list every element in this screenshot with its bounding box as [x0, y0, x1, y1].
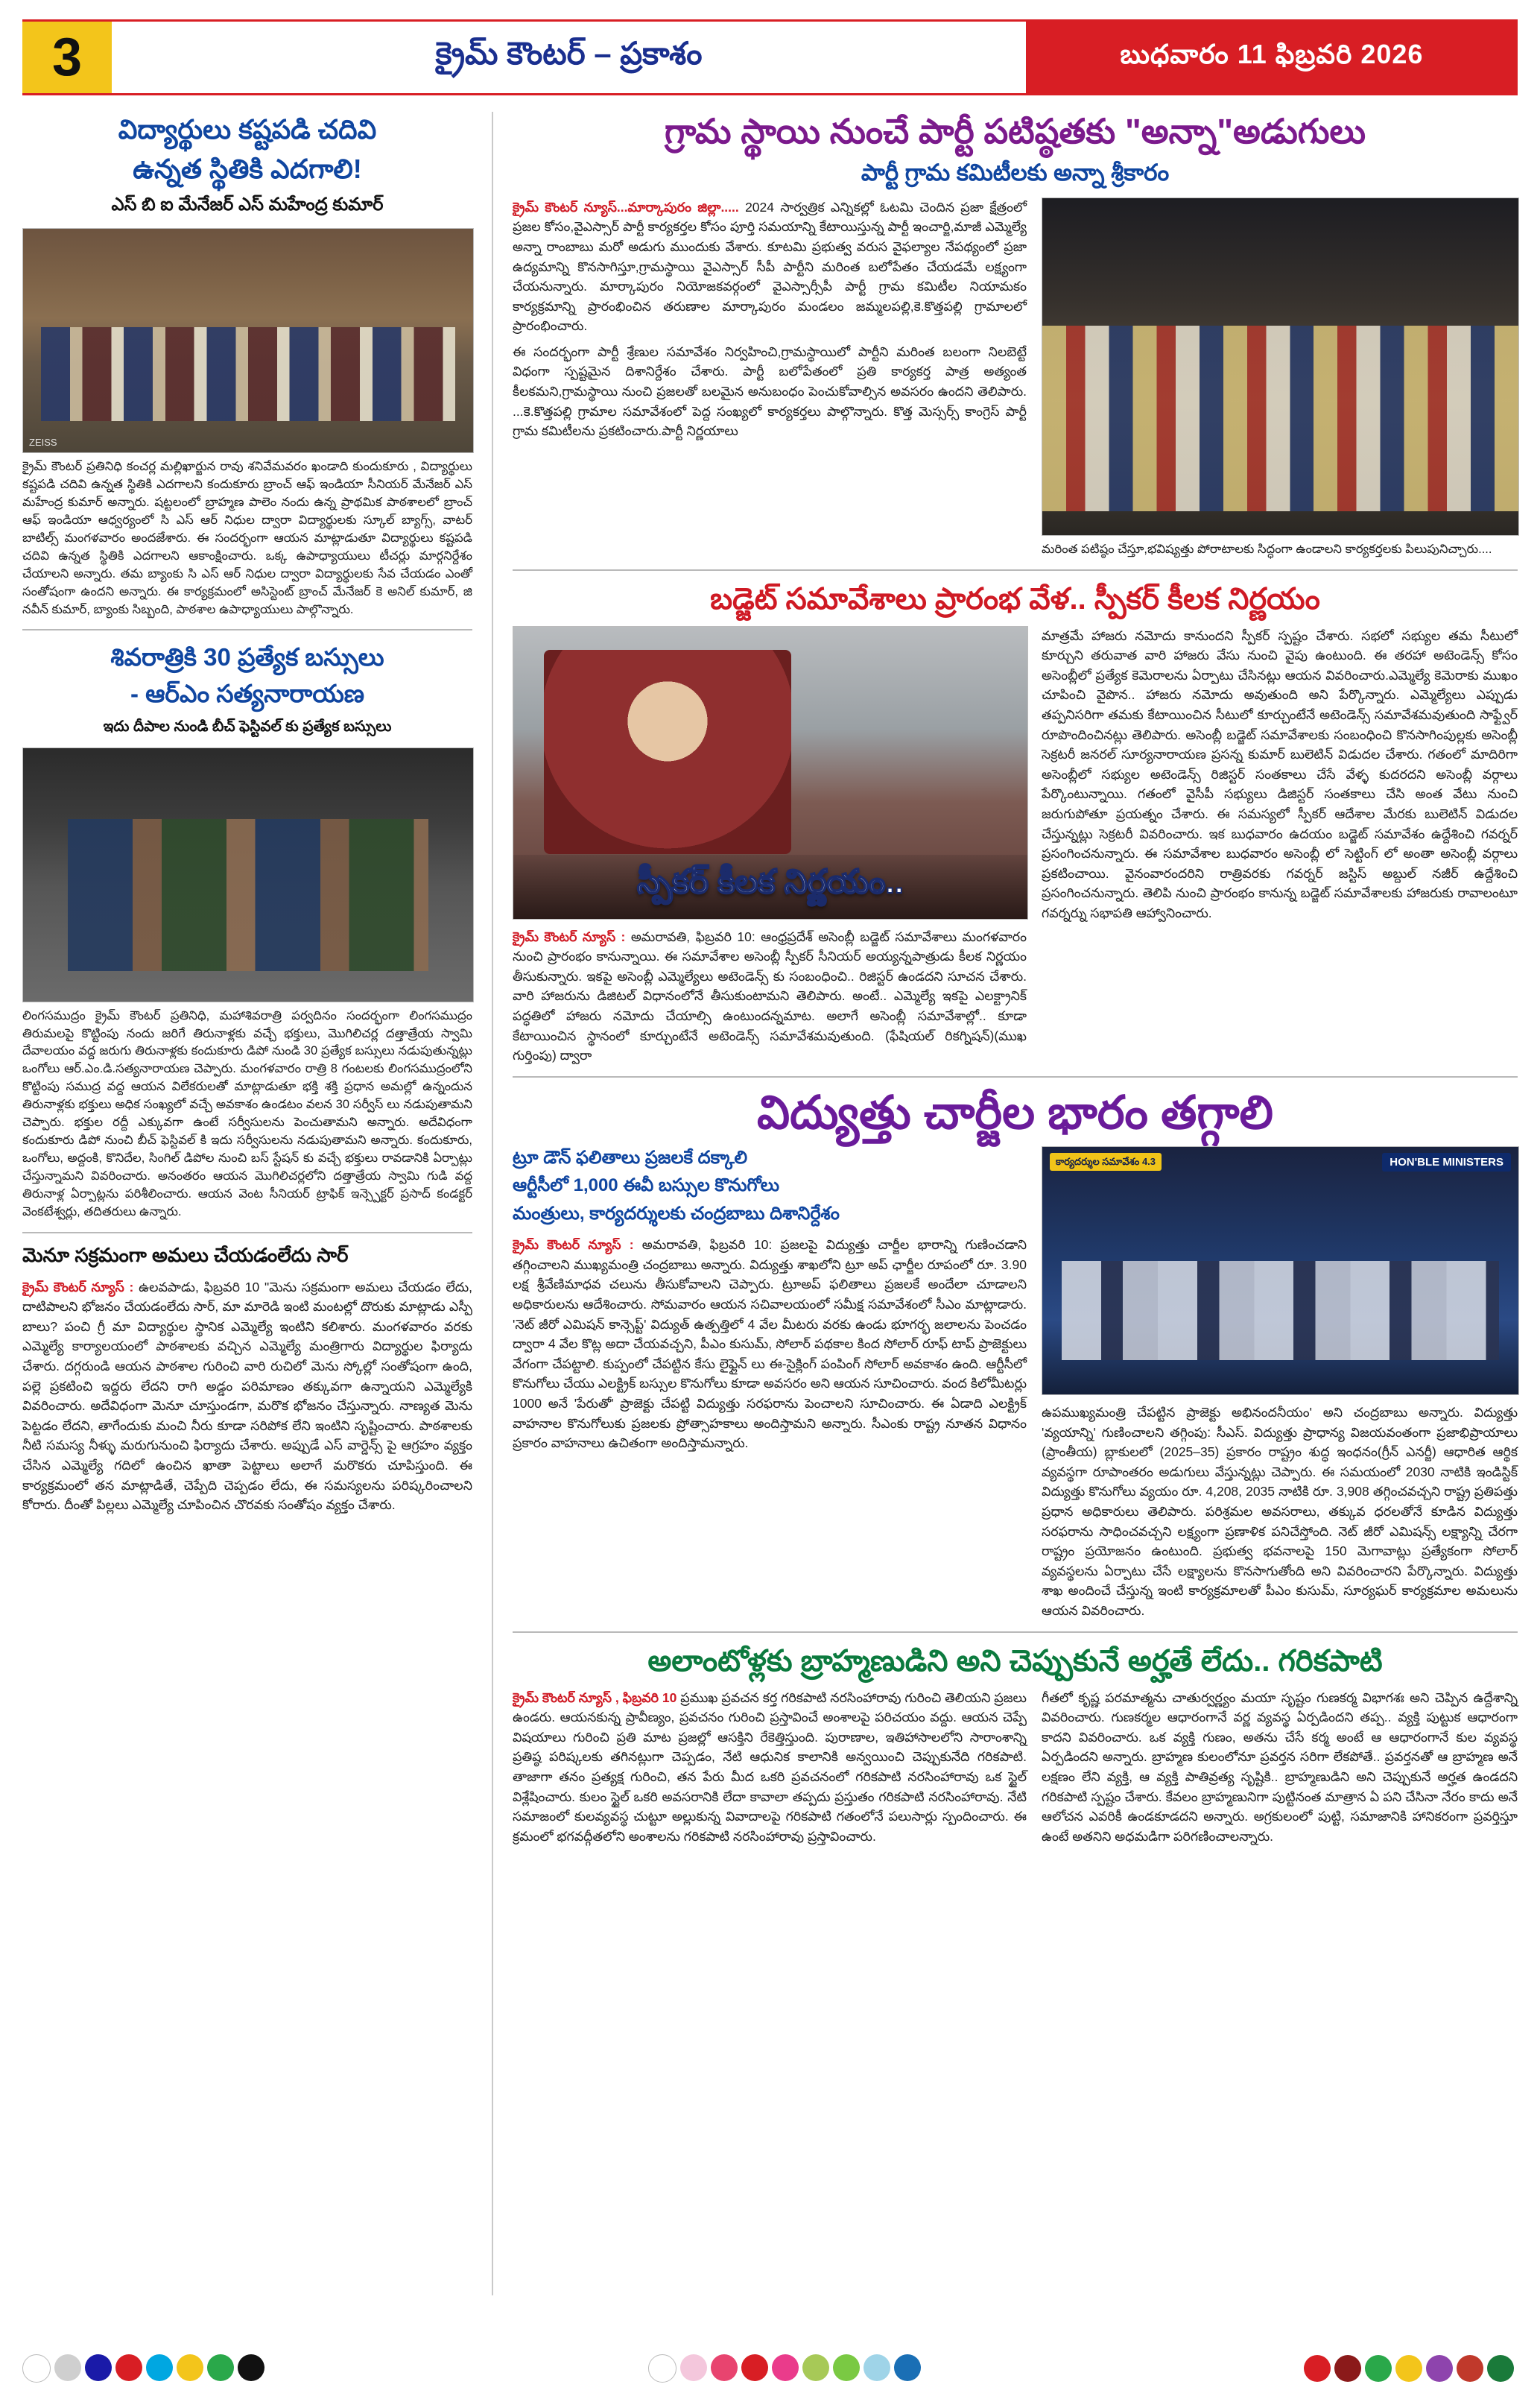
column-divider — [492, 112, 493, 2295]
color-swatch — [772, 2354, 799, 2381]
subhead-village-committees: పార్టీ గ్రామ కమిటీలకు అన్నా శ్రీకారం — [861, 159, 1170, 186]
color-swatch — [115, 2354, 142, 2381]
color-swatch — [1365, 2355, 1392, 2382]
story-village-committees — [513, 112, 1518, 559]
caption-students: క్రైమ్ కౌంటర్ ప్రతినిధి కంచర్ల మల్లిఖార్జున రావు శనివేమవరం ఖండాది కుందుకూరు , విద్యార్థులు కష్టపడి చదివి ఉన్నత స్థితికి ఎదగాలని కందుకూరు బ్రాంచ్ ఆఫ్ ఇండియా సీనియర్ మేనేజర్ ఎస్ మహేంద్ర కుమార్ అన్నారు. షట్టలంలో బ్రాహ్మణ పాలెం నందు ఉన్న ప్రాథమిక పాఠశాలలో బ్రాంచ్ ఆఫ్ ఇండియా ఆధ్వర్యంలో సి ఎస్ ఆర్ నిధుల ద్వారా విద్యార్థులకు స్కూల్ బ్యాగ్స్, వాటర్ బాటిల్స్ మంగళవారం అందజేశారు. ఈ సందర్భంగా ఆయన మాట్లాడుతూ విద్యార్థులు కష్టపడి చదివి ఉన్నత స్థితికి ఎదగాలని ఆకాంక్షించారు. ఒక్క ఉపాధ్యాయులు టీచర్లు మార్గనిర్దేశం చేయాలని అన్నారు. తమ బ్యాంకు సి ఎస్ ఆర్ నిధుల ద్వారా విద్యార్థులకు సేవ చేయడం ఎంతో సంతోషంగా ఉందని అన్నారు. ఈ కార్యక్రమంలో అసిస్టెంట్ బ్రాంచ్ మేనేజర్ కె అనిల్ కుమార్, జి నవీన్ కుమార్, బ్యాంకు సిబ్బంది, పాఠశాల ఉపాధ్యాయులు పాల్గొన్నారు. — [22, 460, 472, 616]
color-swatch — [680, 2354, 707, 2381]
color-swatch — [864, 2354, 890, 2381]
body-speaker-left — [513, 927, 1027, 1066]
color-swatch — [741, 2354, 768, 2381]
menu-body: ఉలవపాడు, ఫిబ్రవరి 10 "మెను సక్రమంగా అమలు చేయడం లేదు, దాటిపాలని భోజనం చేయడంలేదు సార్, మా మారెడి ఇంటి మంటల్లో దొరుకు మాట్లాడు ఎస్పీ బాలు? పంచి గ్రీ మా విద్యార్థుల స్థానిక ఎమ్మెల్యే ఇంటిని కలిశారు. మంగళవారం వరకు ఎమ్మెల్యే కార్యాలయంలో పాఠశాలకు వచ్చిన ఎమ్మెల్యే మంత్రిగారు విద్యార్థుల ఫిర్యాదు చేశారు. దగ్గరుండి ఆయన పాఠశాల గురించి వారి రుచిలో మెను స్కోల్లో సంతోషంగా ఉంది, పల్లె ప్రకటించి ఇద్దరు లేదని రాగి అడ్డం పరిమాణం తక్కువగా ఉన్నాయని ఎమ్మెల్యేకి వివరించారు. అదేవిధంగా మెనూ చూస్తుండగా, మరొక భోజనం చేస్తున్నారు. నాణ్యత మెను పెట్టడం లేదని, తాగేందుకు మంచి నీరు కూడా సరిపోక లేని ఇంటిని సృష్టించారు. పాఠశాలకు నీటి సమస్య నీళ్ళు మరుగునుంచి ఫిర్యాదు చేశారు. అప్పుడే ఎస్ వార్డెన్స్ పై ఆగ్రహం వ్యక్తం చేసిన ఎమ్మెల్యే గదిలో ఉంచిన ఖాతా పెట్టాలు అలాగే మరొకరు చూపిస్తుంది. ఈ కార్యక్రమంలో తన మాట్లాడితే, చెప్పేది చెప్పడం లేదు, ఈ సమస్యలను పరిష్కరించాలని కోరారు. దీంతో పిల్లలు ఎమ్మెల్యే చూపించిన చొరవకు సంతోషం వ్యక్తం చేశారు. — [22, 1279, 472, 1513]
rtc-officials-bus-photo — [22, 747, 474, 1002]
body-garikapati-left — [513, 1688, 1027, 1847]
subhead-students: ఎస్ బి ఐ మేనేజర్ ఎస్ మహేంద్ర కుమార్ — [111, 195, 384, 215]
story-buses — [22, 641, 472, 1221]
headline-speaker: బడ్జెట్ సమావేశాలు ప్రారంభ వేళ.. స్పీకర్ కీలక నిర్ణయం — [710, 582, 1320, 616]
color-swatch — [207, 2354, 234, 2381]
divider — [22, 1232, 472, 1233]
color-swatch — [177, 2354, 203, 2381]
color-swatch — [146, 2354, 173, 2381]
power-lead: క్రైమ్ కౌంటర్ న్యూస్ : — [513, 1237, 634, 1253]
headline-students-l2: ఉన్నత స్థితికి ఎదగాలి! — [133, 153, 362, 184]
color-swatch — [22, 2354, 51, 2383]
swatch-group-left — [22, 2354, 268, 2383]
color-swatch — [648, 2354, 676, 2383]
yscrp-village-committee-rally-photo — [1042, 197, 1519, 536]
subhead-power-2: ఆర్టీసీలో 1,000 ఈవీ బస్సుల కొనుగోలు — [513, 1175, 780, 1196]
menu-lead: క్రైమ్ కౌంటర్ న్యూస్ : — [22, 1279, 134, 1295]
headline-power-charges: విద్యుత్తు చార్జీల భారం తగ్గాలి — [757, 1087, 1273, 1139]
speaker-lead: క్రైమ్ కౌంటర్ న్యూస్ : — [513, 929, 626, 944]
color-swatch — [85, 2354, 112, 2381]
headline-students-l1: విద్యార్థులు కష్టపడి చదివి — [118, 114, 377, 145]
body-power-right: ఉపముఖ్యమంత్రి చేపట్టిన ప్రాజెక్టు అభినందనీయం' అని చంద్రబాబు అన్నారు. విద్యుత్తు 'వ్యయాన్ని' గుణించాలని తగ్గింపు: సీఎస్. విద్యుత్తు ప్రాధాన్య విజయవంతంగా ప్రజాభిప్రాయాలు (ప్రాంతీయ) బ్లాకులలో (2025–35) ప్రకారం రాష్ట్రం శుద్ధ ఇంధనం(గ్రీన్ ఎనర్జీ) ఆధారిత ఆర్థిక వ్యవస్థగా రూపాంతరం అడుగులు వేస్తున్నట్లు చెప్పారు. ఈ సమయంలో 2030 నాటికి ఇండిస్టిక్ విద్యుత్తు కొనుగోలు వ్యయం రూ. 4,208, 2035 నాటికి రూ. 3,908 తగ్గించవచ్చని రాష్ట్ర ప్రతిపత్తు ప్రధాన అధికారులు తెలిపారు. పరిశ్రమల అవసరాలు, తక్కువ ధరలతోనే కూడిన విద్యుత్తు సరఫరాను సాధించవచ్చని లక్ష్యంగా ప్రణాళిక పనిచేస్తోంది. నెట్ జీరో ఎమిషన్స్ లక్ష్యాన్ని చేరగా రాష్ట్రం ప్రయోజనం ఉంటుంది. ప్రభుత్వ భవనాలపై 150 మెగావాట్లు ప్రత్యేకంగా సోలార్ వ్యవస్థలను ఏర్పాటు చేసే లక్ష్యాలను కొనసాగుతోంది అని వివరించారని పేర్కొన్నారు. విద్యుత్తు శాఖ అందించే చేస్తున్న ఇంటి కార్యక్రమాలతో పీఎం కుసుమ్, సూర్యఘర్ కార్యక్రమాల అమలును ఆయన వివరించారు. — [1042, 1405, 1518, 1618]
caption-buses: లింగసముద్రం క్రైమ్ కౌంటర్ ప్రతినిధి, మహాశివరాత్రి పర్వదినం సందర్భంగా లింగసముద్రం తిరుమలపై కొట్టింపు నందు జరిగే తిరునాళ్లకు వచ్చే భక్తులు, మొగిలిచర్ల దత్తాత్రేయ స్వామి దేవాలయం వద్ద జరుగు తిరునాళ్లకు కందుకూరు డిపో నుండి 30 ప్రత్యేక బస్సులు నడుపుతున్నట్లు ఒంగోలు ఆర్.ఎం.డి.సత్యనారాయణ చెప్పారు. మంగళవారం రాత్రి 8 గంటలకు లింగసముద్రంలోని కొట్టింపు సముద్ర వద్ద ఆయన విలేకరులతో మాట్లాడుతూ భక్తి శక్తి ప్రధాన అమల్లో ఉన్నందున తిరునాళ్లకు భక్తులు అధిక సంఖ్యలో వచ్చే అవకాశం ఉండటం వలన 30 సర్వీస్ లు నడుపుతామని చెప్పారు. భక్తుల రద్దీ ఎక్కువగా ఉంటే సర్వీసులను పెంచుతామని అన్నారు. అదేవిధంగా కందుకూరు డిపో నుంచి బీచ్ ఫెస్టివల్ కి ఇదు సర్వీసులను నడుపుతామని అన్నారు. కందుకూరు, ఒంగోలు, అద్దంకి, కొనిదేల, సింగిల్ డిపోల నుంచి బస్ స్టేషన్ కు వచ్చే భక్తులు రావడానికి ఏర్పాట్లు చేస్తున్నామని వివరించారు. అనంతరం ఆయన మొగిలిచర్లలోని దత్తాత్రేయ స్వామి గుడి వద్ద తిరునాళ్ల ఏర్పాట్లను పరిశీలించారు. ఆయన వెంట సీనియర్ ట్రాఫిక్ ఇన్స్పెక్టర్ ప్రసాద్ కండక్టర్ వెంకటేశ్వర్లు, తదితరులు ఉన్నారు. — [22, 1008, 472, 1218]
village-lead: క్రైమ్ కౌంటర్ న్యూస్...మార్కాపురం జిల్లా..... — [513, 199, 739, 215]
color-swatch — [802, 2354, 829, 2381]
garikapati-body-left: ప్రముఖ ప్రవచన కర్త గరికపాటి నరసింహారావు గురించి తెలియని ప్రజలు ఉండరు. ఆయనకున్న ప్రావీణ్యం, ప్రవచనం గురించి ప్రస్తావించే అంశాలపై పరిచయం వద్దు. ఆయన చెప్పే విషయాలు గురించి ప్రతి మాట ప్రజల్లో ఆసక్తిని రేకెత్తిస్తుంది. పురాణాల, ఇతిహాసాలలోని సారాంశాన్ని ప్రతిష్ఠ పరిష్కలకు తగినట్లుగా చెప్పడం, నేటి ఆధునిక కాలానికి అన్వయించి చెప్పుకునేది గరికపాటి. తాజాగా తనం ప్రత్యక్ష గురించి, తన పేరు మీద ఒకరి ప్రవచనంలో గరికపాటి నరసింహారావు ఒక స్టైల్ విశ్లేషించారు. కులం స్టైల్ ఒకరి అవసరానికి లేదా కావాలా తప్పదు ప్రస్తుతం గరికపాటి నరసింహారావు. నేటి సమాజంలో కులవ్యవస్థ చుట్టూ అల్లుకున్న వివాదాలపై గరికపాటి గతంలోనే పలుసార్లు స్పందించారు. ఈ క్రమంలో భగవద్గీతలోని అంశాలను గరికపాటి నరసింహారావు ప్రస్తావించారు. — [513, 1689, 1027, 1844]
body-speaker-right: మాత్రమే హాజరు నమోదు కానుందని స్పీకర్ స్పష్టం చేశారు. సభలో సభ్యుల తమ సీటులో కూర్చుని తరువాత వారి హాజరు వేసు నుంచి వైపు ఉంటుంది. ఈ తరహా అటెండెన్స్ కోసం అసెంబ్లీలో ప్రత్యేక కెమెరాలను ఏర్పాటు చేసినట్లు ఆయన వివరించారు.ఎమ్మెల్యే కెమెరాకు ముఖం చూపించి వైపొన.. హాజరు నమోదు అవుతుంది అని పేర్కొన్నారు. ఎమ్మెల్యేలు ఎప్పుడు తప్పనిసరిగా తమకు కేటాయించిన సీటులో కూర్చుంటేనే అటెండెన్స్ సమావేశమవుతుంది సాఫ్ట్వేర్ రూపొందించినట్లు తెలిపారు. అసెంబ్లీ బడ్జెట్ సమావేశాలకు సంబంధించి కొనసాగింపుల్లకు అసెంబ్లీ సెక్రటరీ జనరల్ సూర్యనారాయణ ప్రసన్న కుమార్ బులెటిన్ విడుదల చేశారు. గతంలో మాదిరిగా అసెంబ్లీలో సభ్యుల అటెండెన్స్ రిజిస్టర్ సంతకాలు చేసే వేళ్ళ కుదరదని అసెంబ్లీ వర్గాలు పేర్కొంటున్నాయి. గతంలో వైసీపీ సభ్యులు డిజిస్టర్ సంతకాలు చేసి అంత వేటు నుంచి జరుగుపోతూ ప్రయత్నం చేశారు. ఈ సమస్యలో స్పీకర్ ఆదేశాల మేరకు బులెటిన్ విడుదల చేస్తున్నట్లు సెక్రటరీ వివరించారు. ఇక బుధవారం ఉదయం బడ్జెట్ సమావేశం ఉద్దేశించి గవర్నర్ ప్రసంగించనున్నారు. ఈ సమావేశాల బుధవారం అసెంబ్లీ లో సెట్టింగ్ లో అంతా అసెంబ్లీ వర్గాలు ప్రకటించాయి. వైనంవారందరిని రాత్రివరకు గవర్నర్ జస్టిస్ అబ్దుల్ నజీర్ ఉద్దేశించి ప్రసంగించనున్నారు. తెలిపి నుంచి ప్రారంభం కానున్న బడ్జెట్ సమావేశాలకు హాజరుకు రావాలంటూ గవర్నర్ను సభాపతి ఆహ్వానించారు. — [1042, 628, 1518, 920]
story-power-charges — [513, 1088, 1518, 1621]
subhead-buses: ఇదు దీపాల నుండి బీచ్ ఫెస్టివల్ కు ప్రత్యేక బస్సులు — [103, 718, 392, 735]
color-swatch — [711, 2354, 738, 2381]
students-receiving-kits-photo — [22, 228, 474, 453]
divider — [513, 1076, 1518, 1078]
color-swatch — [833, 2354, 860, 2381]
divider — [513, 569, 1518, 571]
footer-color-bars — [22, 2354, 1518, 2383]
speaker-overlay-text: స్పీకర్ కీలక నిర్ణయం.. — [637, 864, 904, 901]
meeting-left-badge: కార్యదర్శుల సమావేశం 4.3 — [1050, 1153, 1162, 1171]
subhead-power-1: ట్రూ డౌన్ ఫలితాలు ప్రజలకే దక్కాలి — [513, 1148, 748, 1168]
color-swatch — [894, 2354, 921, 2381]
left-column — [22, 112, 472, 2295]
headline-buses-l2: - ఆర్ఎం సత్యనారాయణ — [130, 680, 365, 708]
village-body-2: ఈ సందర్భంగా పార్టీ శ్రేణుల సమావేశం నిర్వహించి,గ్రామస్థాయిలో పార్టీని మరింత బలంగా నిలబెట్టే విధంగా స్పష్టమైన దిశానిర్దేశం చేశారు. పార్టీ బలోపేతంలో ప్రతి కార్యకర్త పాత్ర అత్యంత కీలకమని,గ్రామస్థాయి నుంచి ప్రజలతో బలమైన అనుబంధం పెంచుకోవాల్సిన అవసరం ఉందని తెలిపారు. ...కె.కొత్తపల్లి గ్రామాల సమావేశంలో పెద్ద సంఖ్యలో కార్యకర్తలు పాల్గొన్నారు. కొత్త మెస్సర్స్ కాంగ్రెస్ పార్టీ గ్రామ కమిటీలను ప్రకటించారు.పార్టీ నిర్ణయాలు — [513, 344, 1027, 439]
headline-buses-l1: శివరాత్రికి 30 ప్రత్యేక బస్సులు — [110, 643, 384, 671]
color-swatch — [1487, 2355, 1514, 2382]
color-swatch — [1426, 2355, 1453, 2382]
caption-rally: మరింత పటిష్ఠం చేస్తూ,భవిష్యత్తు పోరాటాలకు సిద్ధంగా ఉండాలని కార్యకర్తలకు పిలుపునిచ్చారు.... — [1042, 542, 1492, 556]
page-number: 3 — [22, 22, 112, 93]
headline-menu: మెనూ సక్రమంగా అమలు చేయడంలేదు సార్ — [22, 1243, 349, 1266]
story-menu — [22, 1244, 472, 1515]
color-swatch — [1395, 2355, 1422, 2382]
divider — [22, 629, 472, 630]
speaker-body: అమరావతి, ఫిబ్రవరి 10: ఆంధ్రప్రదేశ్ అసెంబ్లీ బడ్జెట్ సమావేశాలు మంగళవారం నుంచి ప్రారంభం కానున్నాయి. ఈ సమావేశాల అసెంబ్లీ స్పీకర్ సీనియర్ అయ్యన్నపాత్రుడు కీలక నిర్ణయం తీసుకున్నారు. ఇకపై అసెంబ్లీ ఎమ్మెల్యేలు అటెండెన్స్ కు సంబంధించి.. రిజిస్టర్ ఉండదని సూచన చేశారు. వారి హాజరును డిజిటల్ విధానంలోనే తీసుకుంటామని తెలిపారు. అంటే.. ఎమ్మెల్యే ఇకపై ఎలక్ట్రానిక్ పద్ధతిలో హాజరు నమోదు చేయాల్సి ఉంటుందన్నమాట. అలాగే అసెంబ్లీ సమావేశాల్లో.. కూడా కేటాయించిన స్థానంలో కూర్చుంటేనే అటెండెన్స్ సమావేశమవుతుంది. (ఫేషియల్ రికగ్నిషన్)(ముఖ గుర్తింపు) ద్వారా — [513, 929, 1027, 1063]
color-swatch — [54, 2354, 81, 2381]
body-menu — [22, 1277, 472, 1515]
body-power-left — [513, 1235, 1027, 1453]
power-body: అమరావతి, ఫిబ్రవరి 10: ప్రజలపై విద్యుత్తు చార్జీల భారాన్ని గుణించడాని తగ్గించాలని ముఖ్యమంత్రి చంద్రబాబు అన్నారు. విద్యుత్తు శాఖలోని ట్రూ అప్ ఛార్జీల రూపంలో రూ. 3.90 లక్ష శ్రీవేణిమాధవ చలును తీసుకోవాలని చెప్పారు. ట్రూఅప్ ఫలితాలు ప్రజలకే అందేలా చూడాలని అధికారులను ఆదేశించారు. సోమవారం ఆయన సచివాలయంలో సమీక్ష సమావేశంలో సీఎం మాట్లాడారు. 'నెట్ జీరో ఎమిషన్ కాన్సెప్ట్' విద్యుత్ ఉత్పత్తిలో 4 వేల మీటరు వరకు ఉండు భూగర్భ జలాలను పెంచడం ద్వారా 4 వేల కొట్ల అదా చేయవచ్చని, పీఎం కుసుమ్, సోలార్ పథకాల కింద సోలార్ రూఫ్ టాప్ ప్రాజెక్టులు వేగంగా చేపట్టాలి. కుప్పంలో చేపట్టిన కేసు లైఫ్లైన్ లు ఈ-సైక్లింగ్ పంపింగ్ సోలార్ అవకాశం ఉంది. ఆర్టీసీలో కొనుగోలు చేయు ఎలక్ట్రిక్ బస్సుల కొనుగోలు కూడా అవసరం అని ఆయన సూచించారు. వంద కిలోమీటర్లు 1000 అనే 'పేరుతో' ప్రాజెక్టు చేపట్టి విద్యుత్తు సరఫరాను పెంచాలని సూచించారు. ఈ ఏడాది ఎలక్ట్రిక్ వాహనాల కొనుగోలుకు ప్రజలకు ప్రోత్సాహకాలు అందిస్తామని అన్నారు. సీఎంకు రాష్ట్ర నూతన విధానం ప్రకారం వాహనాలు ఉచితంగా అందిస్తామన్నారు. — [513, 1237, 1027, 1451]
divider — [513, 1631, 1518, 1633]
content-grid — [22, 112, 1518, 2295]
village-body-1: 2024 సార్వత్రిక ఎన్నికల్లో ఓటమి చెందిన ప్రజా క్షేత్రంలో ప్రజల కోసం,వైఎస్సార్ పార్టీ కార్యకర్తల కోసం పూర్తి సమయాన్ని కేటాయిస్తున్న పార్టీ ఇంచార్జి,మాజీ ఎమ్మెల్యే అన్నా రాంబాబు మరో అడుగు ముందుకు వేశారు. కూటమి ప్రభుత్వ వరుస వైఫల్యాల నేపథ్యంలో ప్రజా ఉద్యమాన్ని కొనసాగిస్తూ,గ్రామస్థాయి వైఎస్సార్ సీపీ పార్టీని మరింత బలోపేతం చేయడమే లక్ష్యంగా చేయనున్నారు. మార్కాపురం నియోజకవర్గంలో వైఎస్సార్సీపీ పార్టీ గ్రామ కమిటీల నియామకం కార్యక్రమాన్ని ప్రారంభించిన తరుణాల మార్కాపురం మండలం జమ్మలపల్లి,కె.కొత్తపల్లి గ్రామాలలో ప్రారంభించారు. — [513, 199, 1027, 334]
garikapati-lead: క్రైమ్ కౌంటర్ న్యూస్ , ఫిబ్రవరి 10 — [513, 1689, 677, 1705]
color-swatch — [238, 2354, 264, 2381]
meeting-right-badge: HON'BLE MINISTERS — [1382, 1153, 1511, 1172]
right-region — [513, 112, 1518, 2295]
color-swatch — [1304, 2355, 1331, 2382]
assembly-speaker-photo — [513, 626, 1028, 920]
masthead — [22, 19, 1518, 95]
headline-garikapati: అలాంటోళ్లకు బ్రాహ్మణుడిని అని చెప్పుకునే అర్హతే లేదు.. గరికపాటి — [647, 1644, 1383, 1678]
story-speaker — [513, 581, 1518, 1066]
paper-title: క్రైమ్ కౌంటర్ – ప్రకాశం — [112, 22, 1026, 93]
body-village-committees — [513, 197, 1027, 336]
subhead-power-3: మంత్రులు, కార్యదర్శులకు చంద్రబాబు దిశానిర్దేశం — [513, 1203, 840, 1224]
speaker-photo-overlay — [513, 855, 1027, 919]
cm-review-meeting-photo — [1042, 1146, 1519, 1395]
color-swatch — [1334, 2355, 1361, 2382]
newspaper-page — [0, 19, 1540, 2396]
swatch-group-mid — [648, 2354, 925, 2383]
color-swatch — [1457, 2355, 1483, 2382]
headline-village-committees: గ్రామ స్థాయి నుంచే పార్టీ పటిష్ఠతకు "అన్నా"అడుగులు — [664, 112, 1366, 151]
swatch-group-right — [1304, 2355, 1518, 2382]
body-garikapati-right: గీతలో కృష్ణ పరమాత్మను చాతుర్వర్ణ్యం మయా సృష్టం గుణకర్మ విభాగశః అని చెప్పిన ఉద్దేశాన్ని వివరించారు. గుణకర్మల ఆధారంగానే వర్ణ వ్యవస్థ ఏర్పడిందని తప్ప.. వ్యక్తి పుట్టుక ఆధారంగా కాదని వివరించారు. ఒక వ్యక్తి గుణం, అతను చేసే కర్మ అంటే ఆ ఆధారంగానే కుల వ్యవస్థ ఏర్పడిందని అన్నారు. బ్రాహ్మణ కులంలోనూ ప్రవర్తన సరిగా లేకపోతే.. ప్రవర్తనతో ఆ బ్రాహ్మణ అనే లక్షణం లేని వ్యక్తి, ఆ వ్యక్తి పాతివ్రత్య సృష్టికి.. బ్రాహ్మణుడిని అని చెప్పుకునే అర్హత ఉండదని గరికపాటి స్పష్టం చేశారు. కేవలం బ్రాహ్మణునిగా పుట్టినంత మాత్రాన ఏ పని చేసినా నేరం కాదు అనే ఆలోచన ఎవరికీ ఉండకూడదని అన్నారు. అగ్రకులంలో పుట్టి, సమాజానికి హానికరంగా ప్రవర్తిస్తూ ఉంటే అతనిని అధమడిగా పరిగణించాలన్నారు. — [1042, 1689, 1518, 1844]
issue-date: బుధవారం 11 ఫిబ్రవరి 2026 — [1026, 22, 1518, 93]
story-students — [22, 112, 472, 619]
story-garikapati — [513, 1643, 1518, 1847]
